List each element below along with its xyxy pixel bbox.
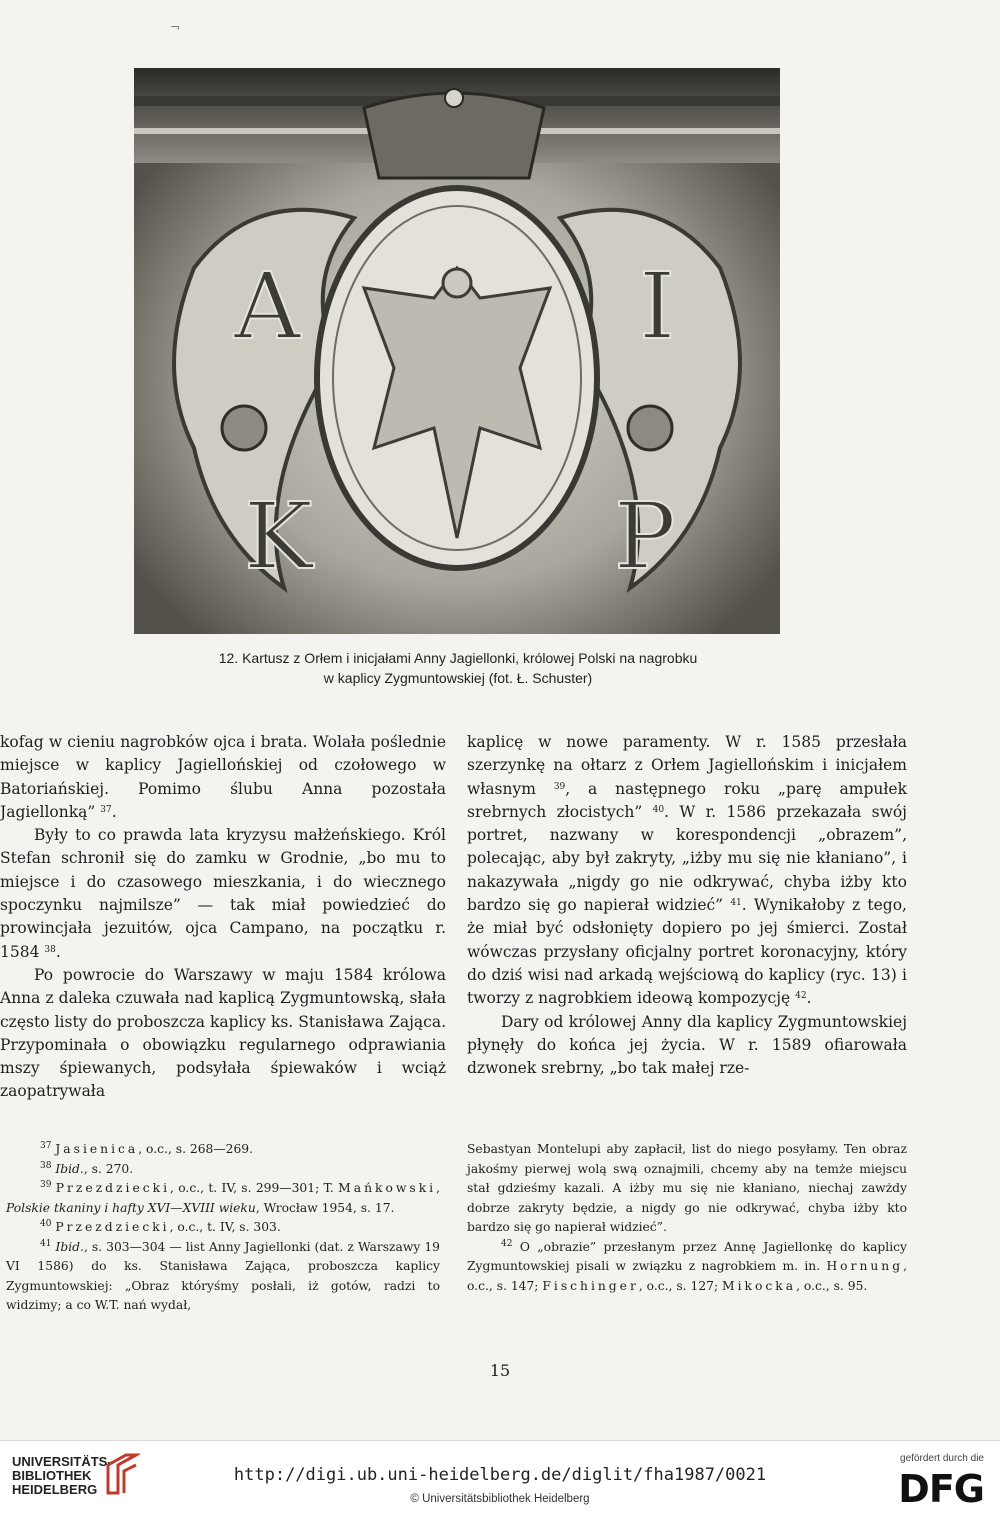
right-paragraph-2: Dary od królowej Anny dla kaplicy Zygmuntowskiej płynęły do końca jej życia. W r. 1589 ofiarowała dzwonek srebrny, „bo tak małej rze-	[467, 1012, 907, 1078]
footnote-37: $^{37}$ Jasienica, o.c., s. 268—269.	[40, 1141, 254, 1156]
scan-mark: ¬	[170, 20, 181, 34]
caption-line-2: w kaplicy Zygmuntowskiej (fot. Ł. Schuster)	[323, 670, 593, 686]
left-paragraph-1: kofag w cieniu nagrobków ojca i brata. Wolała poślednie miejsce w kaplicy Jagiellońskiej od czołowego w Batoriańskiej. Pomimo ślubu Anna pozostała Jagiellonką” $^{37}$.	[0, 733, 446, 821]
initial-i: I	[639, 253, 676, 360]
footnote-41: $^{41}$ Ibid., s. 303—304 — list Anny Jagiellonki (dat. z Warszawy 19 VI 1586) do ks. Stanisława Zająca, proboszcza kaplicy Zygmuntowskiej: „Obraz któryśmy posłali, iż gotów, radzi to widzimy; a co W.T. nań wydał,	[6, 1238, 440, 1312]
dfg-logo[interactable]: DFG	[898, 1467, 984, 1511]
page-number: 15	[489, 1361, 511, 1380]
left-column	[0, 731, 446, 1104]
copyright-notice: © Universitätsbibliothek Heidelberg	[410, 1493, 590, 1505]
right-paragraph-1: kaplicę w nowe paramenty. W r. 1585 przesłała szerzynkę na ołtarz z Orłem Jagiellońskim i inicjałem własnym $^{39}$, a następnego roku „parę ampułek srebrnych złocistych” $^{40}$. W r. 1586 przekazała swój portret, nazwany w korespondencji „obrazem”, polecając, aby był zakryty, „iżby mu się nie kłaniano”, i nakazywała „nigdy go nie odkrywać, chyba iżby kto bardzo się go napierał widzieć” $^{41}$. Wynikałoby z tego, że miał być odsłonięty dopiero po jej śmierci. Został wówczas przysłany oficjalny portret koronacyjny, który do dziś wisi nad arkadą wejściową do kaplicy (ryc. 13) i tworzy z nagrobkiem ideową kompozycję $^{42}$.	[467, 733, 907, 1008]
initial-k: K	[244, 483, 313, 590]
left-paragraph-3: Po powrocie do Warszawy w maju 1584 królowa Anna z daleka czuwała nad kaplicą Zygmuntowską, słała często listy do proboszcza kaplicy ks. Stanisława Zająca. Przypominała o obowiązku regularnego odprawiania mszy śpiewanych, podsyłała śpiewaków i wciąż zaopatrywała	[0, 965, 446, 1101]
footnote-39: $^{39}$ Przezdziecki, o.c., t. IV, s. 299—301; T. Mańkowski, Polskie tkaniny i hafty XVI—XVIII wieku, Wrocław 1954, s. 17.	[6, 1180, 440, 1215]
initial-p: P	[614, 483, 676, 590]
funding-note: gefördert durch die	[900, 1453, 984, 1464]
initial-a: A	[234, 253, 301, 360]
footnote-41-continued: Sebastyan Montelupi aby zapłacił, list do niego posyłamy. Ten obraz jakośmy pierwej wolą swą oznajmili, chcemy aby na temże miejscu stał gdzieśmy kazali. A iżby mu się nie kłaniano, niechaj zawżdy dobrze zakryty będzie, a nigdy go nie odkrywać, chyba iżby kto bardzo się go napierał widzieć”.	[467, 1142, 907, 1234]
caption-line-1: 12. Kartusz z Orłem i inicjałami Anny Jagiellonki, królowej Polski na nagrobku	[218, 650, 698, 666]
footnote-ref-41: 41	[730, 898, 742, 909]
footnote-ref-37: 37	[100, 804, 112, 815]
footnotes-left	[6, 1140, 440, 1316]
footnote-40: $^{40}$ Przezdziecki, o.c., t. IV, s. 303.	[40, 1219, 281, 1234]
cartouche-relief-image	[134, 68, 780, 634]
footnote-ref-42: 42	[795, 991, 807, 1002]
left-paragraph-2: Były to co prawda lata kryzysu małżeńskiego. Król Stefan schronił się do zamku w Grodnie, „bo mu to miejsce i do czasowego mieszkania, i do wiecznego spoczynku najmilsze” — tak miał powiedzieć do prowincjała jezuitów, ojca Campano, na początku r. 1584 $^{38}$.	[0, 826, 446, 961]
footnote-ref-40: 40	[652, 804, 665, 815]
university-library-logo[interactable]: UNIVERSITÄTS- BIBLIOTHEK HEIDELBERG	[12, 1454, 112, 1497]
footnotes-right	[467, 1140, 907, 1296]
permalink-url[interactable]: http://digi.ub.uni-heidelberg.de/diglit/fha1987/0021	[233, 1465, 767, 1485]
footnote-38: $^{38}$ Ibid., s. 270.	[40, 1160, 134, 1176]
cartouche-photo	[134, 68, 780, 634]
footnote-ref-39: 39	[553, 781, 566, 792]
viewer-footer	[0, 1440, 1000, 1519]
figure-caption	[120, 648, 796, 688]
footnote-42: $^{42}$ O „obrazie” przesłanym przez Annę Jagiellonkę do kaplicy Zygmuntowskiej pisali w związku z nagrobkiem m. in. Hornung, o.c., s. 147; Fischinger, o.c., s. 127; Mikocka, o.c., s. 95.	[467, 1238, 907, 1293]
footnote-ref-38: 38	[44, 944, 56, 955]
right-column	[467, 731, 907, 1080]
